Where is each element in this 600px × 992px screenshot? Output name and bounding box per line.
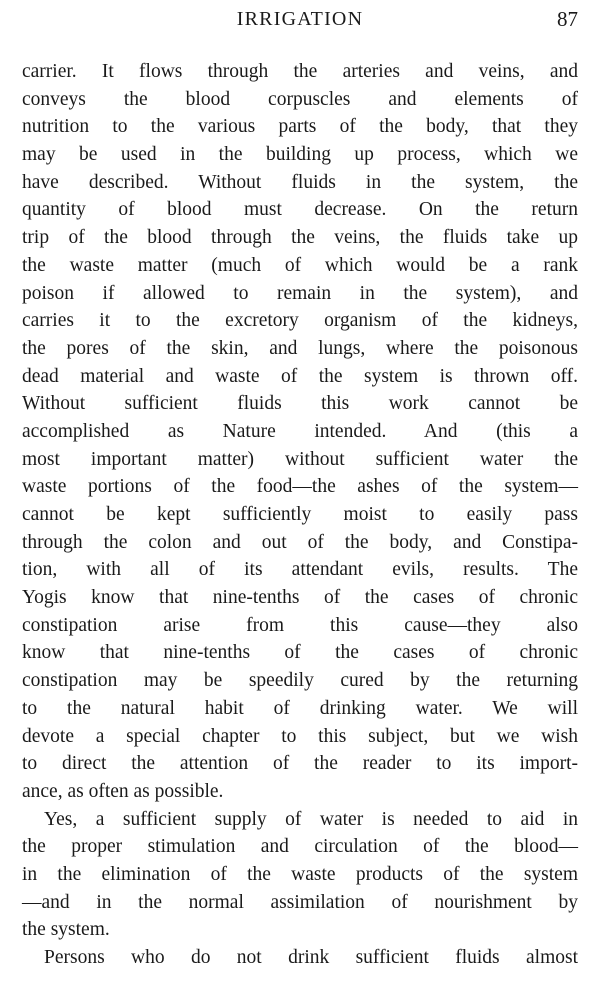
text-line: conveys the blood corpuscles and elements of	[22, 88, 578, 110]
text-line: poison if allowed to remain in the system), and	[22, 282, 578, 304]
text-line: most important matter) without sufficient water the	[22, 448, 578, 470]
text-line: cannot be kept sufficiently moist to easily pass	[22, 504, 578, 525]
text-line: the system.	[22, 919, 110, 941]
page-number: 87	[557, 7, 578, 31]
text-line: to the natural habit of drinking water. We will	[22, 697, 578, 719]
text-line: ance, as often as possible.	[22, 780, 224, 802]
text-line: Without sufficient fluids this work cannot be	[22, 393, 578, 415]
paragraph	[22, 806, 578, 944]
text-line: know that nine-tenths of the cases of chronic	[22, 642, 578, 664]
text-line: accomplished as Nature intended. And (this a	[22, 420, 578, 442]
text-line: may be used in the building up process, which we	[22, 144, 578, 166]
text-line: —and in the normal assimilation of nourishment by	[22, 891, 578, 913]
text-line: trip of the blood through the veins, the fluids take up	[22, 227, 578, 249]
text-line: in the elimination of the waste products of the system	[22, 863, 578, 885]
text-line: waste portions of the food—the ashes of the system—	[22, 476, 578, 498]
book-page	[22, 0, 578, 992]
text-line: Yogis know that nine-tenths of the cases of chronic	[22, 587, 578, 609]
body-text	[22, 58, 578, 972]
text-line: devote a special chapter to this subject, but we wish	[22, 725, 578, 747]
text-line: Yes, a sufficient supply of water is needed to aid in	[44, 808, 578, 830]
text-line: dead material and waste of the system is thrown off.	[22, 365, 578, 387]
text-line: Persons who do not drink sufficient fluids almost	[44, 947, 578, 968]
text-line: constipation arise from this cause—they also	[22, 614, 578, 636]
paragraph	[22, 58, 578, 806]
text-line: have described. Without fluids in the system, the	[22, 171, 578, 193]
text-line: through the colon and out of the body, and Constipa-	[22, 531, 578, 553]
text-line: nutrition to the various parts of the body, that they	[22, 116, 578, 138]
text-line: the proper stimulation and circulation of the blood—	[22, 836, 578, 858]
text-line: carries it to the excretory organism of the kidneys,	[22, 310, 578, 332]
running-title: IRRIGATION	[236, 8, 364, 30]
paragraph	[22, 944, 578, 972]
text-line: carrier. It flows through the arteries and veins, and	[22, 61, 578, 82]
text-line: the waste matter (much of which would be a rank	[22, 254, 578, 276]
text-line: tion, with all of its attendant evils, results. The	[22, 559, 578, 581]
text-line: quantity of blood must decrease. On the return	[22, 199, 578, 221]
text-line: constipation may be speedily cured by the returning	[22, 670, 578, 692]
text-line: the pores of the skin, and lungs, where the poisonous	[22, 337, 578, 359]
running-head	[22, 4, 578, 34]
text-line: to direct the attention of the reader to its import-	[22, 753, 578, 775]
